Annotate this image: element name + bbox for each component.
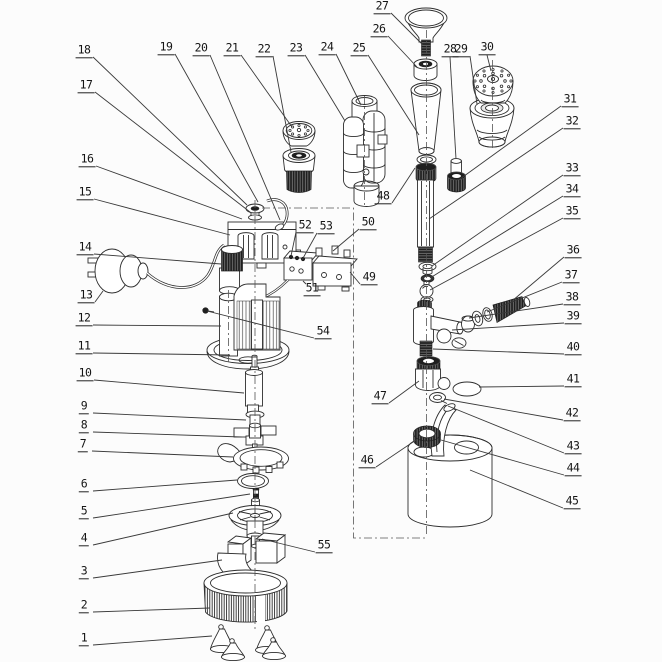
leader-line-1 [93, 636, 212, 645]
part-number-34: 34 [565, 181, 579, 196]
part-48-pump-head-assembly [344, 96, 388, 207]
part-54-screw [203, 308, 209, 314]
float-ball [438, 378, 450, 390]
part-number-51: 51 [305, 280, 319, 295]
part-29-cup [470, 98, 514, 147]
leader-line-18 [93, 57, 247, 205]
part-number-36: 36 [566, 242, 580, 257]
part-number-4: 4 [80, 530, 88, 545]
part-42-slotted-ring [430, 393, 448, 404]
part-number-53: 53 [319, 218, 333, 233]
leader-line-10 [94, 380, 244, 393]
part-6-o-ring [238, 474, 269, 489]
part-number-45: 45 [565, 493, 579, 508]
part-number-41: 41 [566, 371, 580, 386]
part-26-cap-nut [414, 59, 437, 81]
part-number-3: 3 [80, 563, 88, 578]
part-number-28: 28 [443, 41, 457, 56]
part-number-17: 17 [79, 77, 93, 92]
part-number-9: 9 [80, 398, 88, 413]
part-27-funnel [405, 8, 447, 56]
part-1-suction-feet [211, 625, 286, 661]
part-number-29: 29 [454, 41, 468, 56]
funnel-threaded-stem [422, 40, 431, 56]
leader-line-19 [175, 54, 258, 202]
part-number-20: 20 [194, 40, 208, 55]
leader-line-40 [433, 349, 564, 354]
part-number-2: 2 [80, 597, 88, 612]
part-7-seal-ring [218, 444, 289, 473]
part-number-30: 30 [480, 39, 494, 54]
part-number-12: 12 [77, 310, 91, 325]
leader-line-36 [512, 257, 564, 301]
leader-line-51 [303, 281, 306, 284]
leader-line-3 [93, 560, 222, 578]
part-number-46: 46 [360, 452, 374, 467]
part-number-42: 42 [565, 405, 579, 420]
part-number-39: 39 [566, 308, 580, 323]
part-number-26: 26 [372, 21, 386, 36]
part-number-22: 22 [257, 41, 271, 56]
part-36-hose-barb [493, 297, 526, 323]
part-number-27: 27 [375, 0, 389, 13]
part-number-37: 37 [564, 267, 578, 282]
part-number-7: 7 [79, 436, 87, 451]
part-number-40: 40 [566, 339, 580, 354]
leader-line-37 [487, 282, 562, 312]
leader-line-15 [94, 199, 230, 235]
part-number-14: 14 [78, 239, 92, 254]
part-number-8: 8 [80, 417, 88, 432]
part-number-15: 15 [78, 184, 92, 199]
leader-line-47 [389, 381, 419, 403]
part-33-valve-washer [419, 262, 436, 274]
part-10-shaft [246, 355, 263, 414]
part-number-19: 19 [159, 39, 173, 54]
leader-line-34 [430, 196, 563, 278]
leader-line-8 [93, 432, 242, 437]
part-number-6: 6 [80, 476, 88, 491]
leader-line-28 [450, 57, 456, 159]
part-22-filter-cap [283, 149, 315, 193]
part-number-21: 21 [225, 40, 239, 55]
leader-line-13 [95, 291, 103, 302]
part-number-47: 47 [373, 388, 387, 403]
part-46-tank-ring-nut [414, 426, 441, 448]
part-number-33: 33 [565, 160, 579, 175]
part-number-23: 23 [289, 40, 303, 55]
leader-line-6 [93, 480, 237, 491]
part-2-strainer-basket [204, 570, 287, 623]
part-number-24: 24 [320, 39, 334, 54]
part-32-riser-tube [416, 163, 436, 262]
leader-line-4 [93, 513, 233, 545]
part-number-13: 13 [79, 287, 93, 302]
part-31-knurled-nut [448, 172, 466, 192]
part-number-18: 18 [77, 42, 91, 57]
part-45-tank [408, 435, 492, 527]
leader-line-48 [392, 168, 415, 203]
leader-line-12 [93, 325, 221, 326]
part-number-25: 25 [352, 40, 366, 55]
leader-line-23 [305, 55, 345, 121]
part-number-49: 49 [362, 269, 376, 284]
leader-line-20 [210, 55, 280, 220]
part-30-perforated-disc [473, 66, 513, 103]
part-number-11: 11 [77, 338, 91, 353]
leader-line-7 [92, 451, 233, 457]
part-number-35: 35 [565, 203, 579, 218]
part-28-spacer-cylinder [451, 159, 462, 173]
leader-line-9 [93, 413, 246, 420]
part-number-32: 32 [565, 113, 579, 128]
part-number-10: 10 [78, 365, 92, 380]
part-number-55: 55 [317, 537, 331, 552]
part-number-43: 43 [566, 438, 580, 453]
leader-line-24 [336, 54, 361, 105]
part-number-52: 52 [298, 217, 312, 232]
part-number-1: 1 [80, 630, 88, 645]
part-number-38: 38 [565, 289, 579, 304]
part-40-threaded-pipe-end [420, 341, 432, 356]
leader-line-42 [444, 399, 563, 420]
leader-line-2 [93, 608, 210, 612]
leader-line-26 [388, 36, 417, 67]
leader-line-41 [479, 386, 564, 387]
part-number-44: 44 [566, 460, 580, 475]
part-number-48: 48 [376, 188, 390, 203]
part-number-31: 31 [563, 91, 577, 106]
power-cable [147, 245, 224, 288]
part-47-union-nut [416, 357, 441, 391]
part-41-oval-gasket [453, 382, 481, 396]
part-number-5: 5 [80, 503, 88, 518]
part-number-50: 50 [361, 214, 375, 229]
part-number-54: 54 [316, 323, 330, 338]
leader-line-49 [350, 272, 360, 284]
part-25-cone-tube [411, 83, 441, 155]
part-number-16: 16 [80, 151, 94, 166]
leader-line-16 [96, 166, 242, 219]
leader-line-50 [333, 229, 359, 251]
